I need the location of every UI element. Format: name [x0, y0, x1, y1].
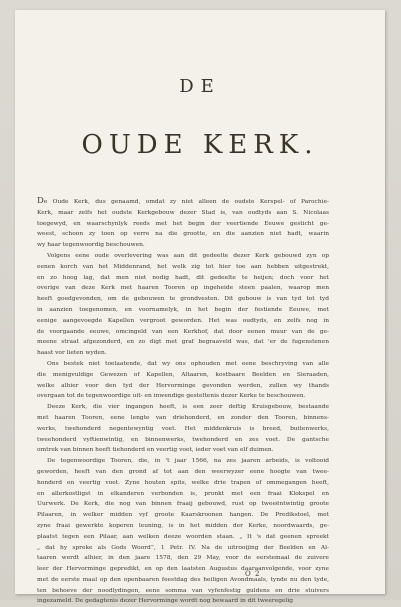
text-line: die menigvuldige Gewezen of Kapellen, Altaaren, kostbaare Beelden en Sieraaden,	[37, 371, 329, 378]
text-line: „ dat hy spreke als Gods Woord”, 1 Petr. IV. Na de uitrooijing der Beelden en Al-	[37, 544, 329, 551]
text-line: wy haar tegenwoordig beschouwen.	[37, 242, 145, 249]
text-line: ingezameld. De gedagtenis dezer Hervorminge wordt nog bewaard in dit tweeregelig	[37, 598, 294, 605]
text-line: zyne fraai gewerkte koperen leuning, is in het midden der Kerke, noordwaards, ge-	[37, 522, 329, 529]
text-line: met haaren Tooren, eene lengte van driehonderd, en zonder den Tooren, binnens-	[37, 414, 329, 421]
text-line: taaren werdt alhier, in den jaare 1578, den 29 May, voor de eerstemaal de zuivere	[37, 555, 329, 562]
text-line: tweehonderd vyftienwintig, en binnenwerks, twehonderd en zes voet. De gantsche	[37, 436, 329, 443]
text-line: eenen korch van het Middenrand, het welk zig tot hier toe aan hebben uitgestrekt,	[37, 263, 329, 270]
text-line: geworden, heeft van den grond af tot aan den weerwyzer eene hoogte van twee-	[37, 468, 329, 475]
text-line: Kerk, maar zelfs het oudste Kerkgebouw dezer Stad is, van oudtyds aan S. Nicolaas	[37, 209, 329, 216]
text-line: ten behoeve der noodlydingen, eene somma van vyfenfestig guldens en drie stuivers	[37, 587, 329, 594]
text-line: overgaan tot de tegenwoordige uit- en inwendige gesteltenis dezer Kerke te beschouwen.	[37, 393, 306, 400]
text-line: en allerkostligst in elkanderen verbonden is, pronkt met een fraai Klokspel en	[37, 490, 329, 497]
document-page	[15, 10, 385, 605]
text-line: weest, schoon zy toen op verre na die grootte, en die aanzien niet hadt, waarin	[37, 231, 329, 238]
text-line: heeft goedgevonden, om de gebouwen te grondvesten. Dit gebouw is van tyd tot tyd	[37, 296, 329, 303]
text-line: welke alhier voor den tyd der Hervorminge gevonden werden, zullen wy thands	[37, 382, 329, 389]
text-line: honderd en veertig voet. Zyne houten spits, welke drie trapen of ommegangen heeft,	[37, 479, 329, 486]
text-line: in aanzien toegenomen, en voornamelyk, in het begin der festiende Eeuwe, met	[37, 306, 329, 313]
text-line: omtrek van binnen heeft tiehonderd en veertig voet, ieder voet van elf duimen.	[37, 447, 274, 454]
text-line: werks, twehonderd negentewyntig voet. Het middenkruis is breed, buitenwerks,	[37, 425, 329, 432]
text-line: Deeze Kerk, die vier ingangen heeft, is een zeer deftig Kruisgebouw, bestaande	[47, 404, 329, 411]
text-line: met de eerste maal op den openbaaren feestdag des heiligen Avondmaals, tynde nu den tyde,	[37, 576, 329, 583]
text-line: toegewyd, en waarschynlyk reeds met het begin der veertiende Eeuwe gesticht ge-	[37, 220, 329, 227]
text-line: meene straat afgezonderd, en zo digt met graf begraaveld was, dat 'er de fugenstenen	[37, 339, 329, 346]
text-line: De Oude Kerk, dus genaamd, omdat zy niet alleen de oudste Kerspel- of Parochie-	[37, 196, 329, 206]
drop-cap: D	[37, 196, 44, 206]
text-line: eenige aangevoegde Kapellen vergroot geworden. Het was oudtyds, en zelfs nog in	[37, 317, 329, 324]
text-line: de voorgaande eeuwe, omcingeld van een Kerkhof, dat door eenen muur van de ge-	[37, 328, 329, 335]
text-line: overige van deze Kerk met haaren Tooren op ingeheide steen paalen, waarop men	[37, 285, 329, 292]
signature-mark: O 2	[245, 570, 261, 578]
page-title: OUDE KERK.	[81, 130, 319, 160]
text-line: De tegenwoordige Tooren, die, in 't jaar 1566, na zes jaaren arbeids, is voltooid	[47, 458, 329, 465]
text-line: en zo hoog lag, dat men niet nodig hadt, dit gedeelte te heijen; doch voor het	[37, 274, 329, 281]
text-line: Ons bestek niet toelaatende, dat wy ons ophouden met eene beschryving van alle	[47, 360, 329, 367]
text-line: Uurwerk. De Kerk, die nog van binnen fraaij gebouwd, rust op tweeëntwintig groote	[37, 501, 329, 508]
text-line: Pilaaren, in welker midden vyf groote Kaarskroonen hangen. De Predikstoel, met	[37, 512, 329, 519]
text-line: Volgens eene oude overlevering was aan dit gedeelte dezer Kerk gebouwd zyn op	[47, 252, 329, 259]
title-article: DE	[179, 76, 221, 97]
text-line: plaatst tegen een Pilaar, aan welken deeze woorden staan. „ It 's dat geenen spreekt	[37, 533, 329, 540]
text-line: leer der Hervorminge gepredikt, en op den laatsten Augustus daaraanvolgende, voor zyne	[37, 566, 329, 573]
body-text	[37, 196, 329, 607]
text-line: haast vor lieten wyden.	[37, 350, 107, 357]
